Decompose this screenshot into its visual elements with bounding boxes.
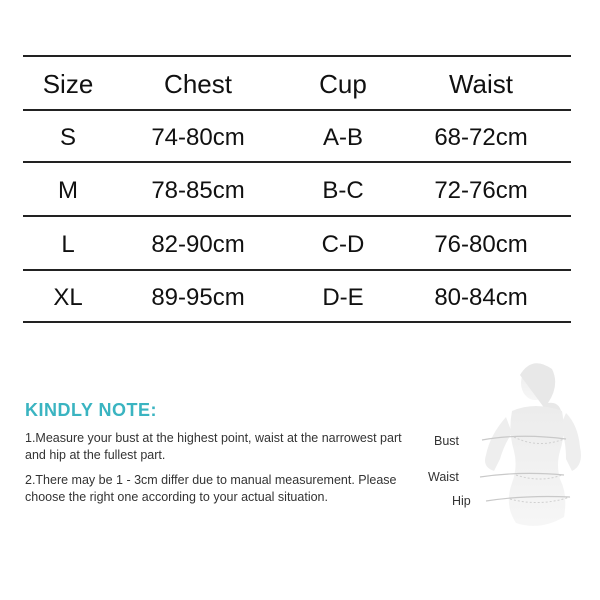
header-cup: Cup <box>319 69 367 99</box>
table-row <box>23 109 571 161</box>
table-row <box>23 161 571 215</box>
waist-label: Waist <box>428 470 459 484</box>
note-item-differ: 2.There may be 1 - 3cm differ due to manual measurement. Please choose the right one according to your actual situation. <box>25 473 397 504</box>
table-row <box>23 269 571 323</box>
header-waist: Waist <box>448 69 514 99</box>
table-header-row <box>23 55 571 109</box>
waist-cell: 80-84cm <box>434 284 528 311</box>
table-row <box>23 215 571 269</box>
body-measurement-figure <box>420 355 600 545</box>
waist-cell: 72-76cm <box>434 177 528 204</box>
size-cell: XL <box>53 284 83 311</box>
waist-cell: 76-80cm <box>434 231 528 258</box>
body-silhouette-icon <box>420 355 600 545</box>
kindly-note-title: KINDLY NOTE: <box>25 400 158 420</box>
size-cell: S <box>59 124 77 151</box>
size-cell: M <box>58 177 78 204</box>
header-chest: Chest <box>164 69 232 99</box>
size-cell: L <box>61 231 75 258</box>
chest-cell: 74-80cm <box>151 124 245 151</box>
waist-cell: 68-72cm <box>434 124 528 151</box>
hip-label: Hip <box>452 494 471 508</box>
cup-cell: C-D <box>321 231 365 258</box>
size-chart-table <box>23 55 571 323</box>
bust-label: Bust <box>434 434 460 448</box>
cup-cell: A-B <box>322 124 364 151</box>
chest-cell: 82-90cm <box>151 231 245 258</box>
header-size: Size <box>42 69 94 99</box>
cup-cell: D-E <box>322 284 364 311</box>
chest-cell: 78-85cm <box>151 177 245 204</box>
cup-cell: B-C <box>322 177 364 204</box>
chest-cell: 89-95cm <box>151 284 245 311</box>
note-item-measure: 1.Measure your bust at the highest point, waist at the narrowest part and hip at the fullest part. <box>25 431 402 462</box>
